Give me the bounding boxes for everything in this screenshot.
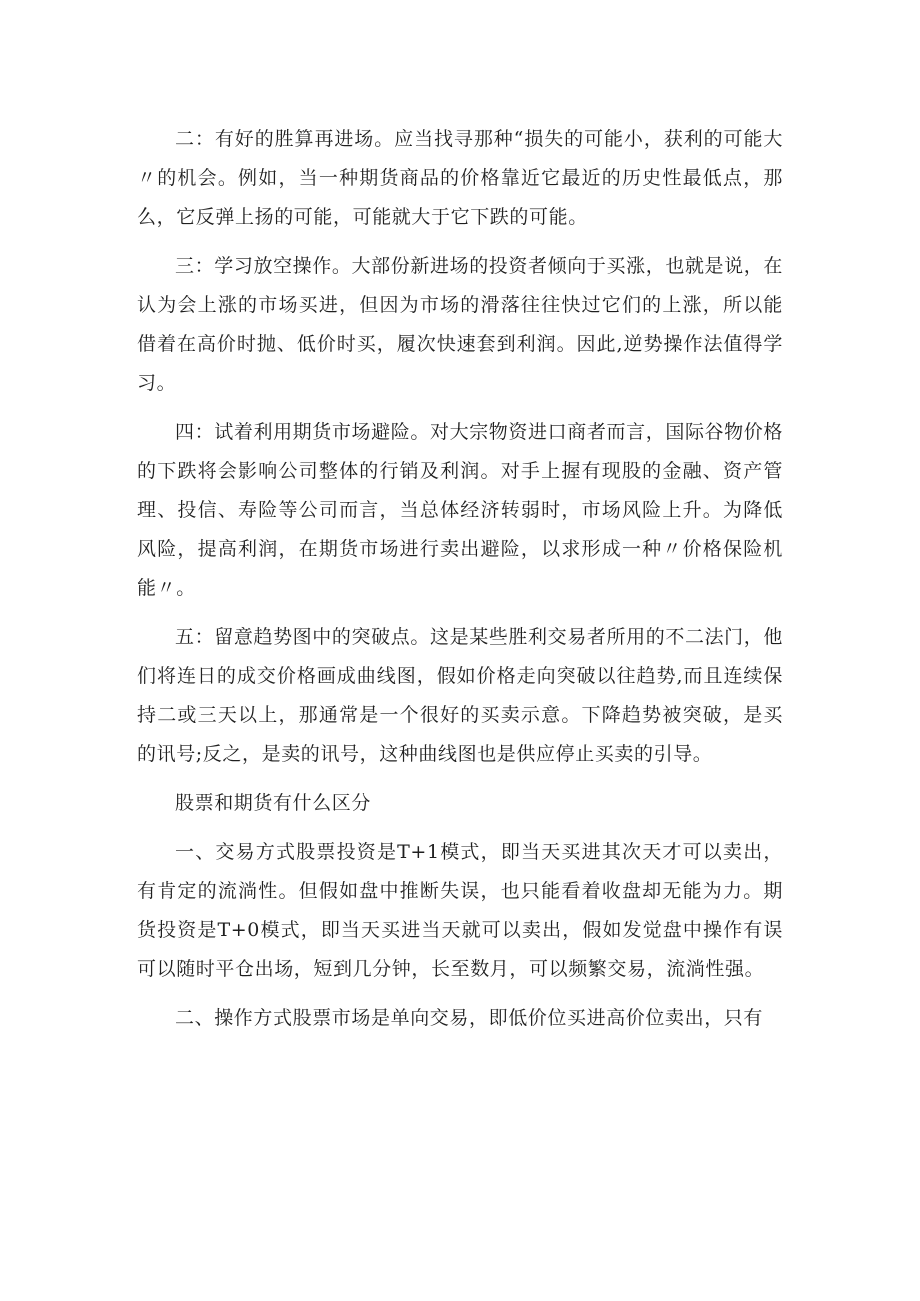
document-body — [137, 120, 783, 1048]
paragraph-point-three: 三：学习放空操作。大部份新进场的投资者倾向于买涨，也就是说，在认为会上涨的市场买进，但因为市场的滑落往往快过它们的上涨，所以能借着在高价时抛、低价时买，履次快速套到利润。因此,逆势操作法值得学习。 — [137, 255, 783, 394]
paragraph-point-four: 四：试着利用期货市场避险。对大宗物资进口商者而言，国际谷物价格的下跌将会影响公司整体的行销及利润。对手上握有现股的金融、资产管理、投信、寿险等公司而言，当总体经济转弱时，市场风险上升。为降低风险，提高利润，在期货市场进行卖出避险，以求形成一种〃价格保险机能〃。 — [137, 421, 783, 599]
section-heading: 股票和期货有什么区分 — [175, 792, 372, 814]
paragraph-point-two: 二：有好的胜算再进场。应当找寻那种“损失的可能小，获利的可能大〃的机会。例如，当一种期货商品的价格靠近它最近的历史性最低点，那么，它反弹上扬的可能，可能就大于它下跌的可能。 — [137, 128, 783, 228]
paragraph-point-five: 五：留意趋势图中的突破点。这是某些胜利交易者所用的不二法门，他们将连日的成交价格画成曲线图，假如价格走向突破以往趋势,而且连续保持二或三天以上，那通常是一个很好的买卖示意。下降趋势被突破，是买的讯号;反之，是卖的讯号，这种曲线图也是供应停止买卖的引导。 — [137, 626, 783, 765]
paragraph-operation-method: 二、操作方式股票市场是单向交易，即低价位买进高价位卖出，只有 — [175, 1007, 764, 1029]
paragraph-trading-method: 一、交易方式股票投资是T+1模式，即当天买进其次天才可以卖出，有肯定的流淌性。但假如盘中推断失误，也只能看着收盘却无能为力。期货投资是T+0模式，即当天买进当天就可以卖出，假如发觉盘中操作有误可以随时平仓出场，短到几分钟，长至数月，可以频繁交易，流淌性强。 — [137, 841, 783, 980]
